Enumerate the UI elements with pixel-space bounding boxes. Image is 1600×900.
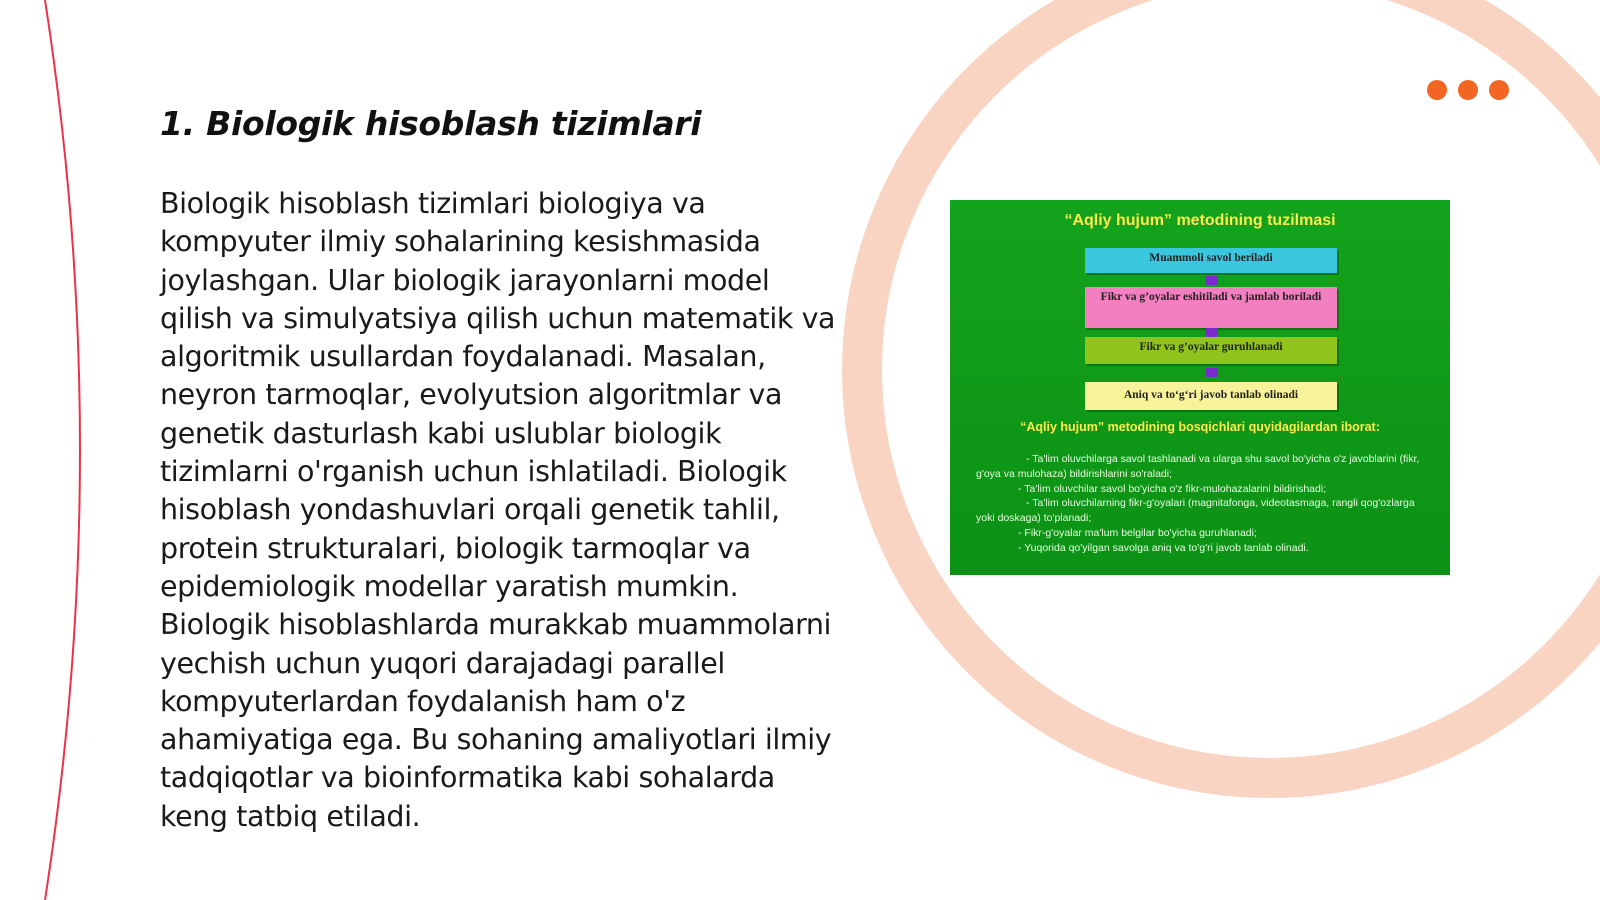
list-item: - Ta'lim oluvchilarga savol tashlanadi va ularga shu savol bo'yicha o'z javoblarini (fikr, g'oya va mulohaza) bildirishlarini so'raladi;	[976, 453, 1420, 480]
list-item: - Ta'lim oluvchilarning fikr-g'oyalari (magnitafonga, videotasmaga, rangli qog'ozlarga yoki doskaga) to'planadi;	[976, 497, 1415, 525]
diagram-subtitle: “Aqliy hujum” metodining bosqichlari quyidagilardan iborat:	[1020, 420, 1380, 434]
slide-body-text: Biologik hisoblash tizimlari biologiya va kompyuter ilmiy sohalarining kesishmasida joylashgan. Ular biologik jarayonlarni model qilish va simulyatsiya qilish uchun matematik va algoritmik usullardan foydalanadi. Masalan, neyron tarmoqlar, evolyutsion algoritmlar va genetik dasturlash kabi uslublar biologik tizimlarni o'rganish uchun ishlatiladi. Biologik hisoblash yondashuvlari orqali genetik tahlil, protein strukturalari, biologik tarmoqlar va epidemiologik modellar yaratish mumkin. Biologik hisoblashlarda murakkab muammolarni yechish uchun yuqori darajadagi parallel kompyuterlardan foydalanish ham o'z ahamiyatiga ega. Bu sohaning amaliyotlari ilmiy tadqiqotlar va bioinformatika kabi sohalarda keng tatbiq etiladi.	[160, 187, 836, 833]
brainstorm-diagram-image	[950, 200, 1450, 575]
diagram-step-1: Muammoli savol beriladi	[1085, 248, 1337, 273]
list-item: - Yuqorida qo'yilgan savolga aniq va to'g'ri javob tanlab olinadi.	[1018, 541, 1309, 554]
diagram-step-list	[976, 452, 1436, 556]
left-edge-line	[45, 0, 80, 900]
list-item: - Fikr-g'oyalar ma'lum belgilar bo'yicha guruhlanadi;	[1018, 526, 1257, 539]
down-arrow-icon	[1206, 276, 1218, 285]
down-arrow-icon	[1206, 328, 1218, 337]
dot-1	[1427, 80, 1447, 100]
diagram-step-3: Fikr va g’oyalar guruhlanadi	[1085, 337, 1337, 364]
diagram-step-4: Aniq va to‘g‘ri javob tanlab olinadi	[1085, 382, 1337, 410]
slide-title: 1. Biologik hisoblash tizimlari	[160, 104, 702, 143]
down-arrow-icon	[1206, 368, 1218, 377]
diagram-step-2: Fikr va g’oyalar eshitiladi va jamlab boriladi	[1085, 287, 1337, 328]
list-item: - Ta'lim oluvchilar savol bo'yicha o'z fikr-mulohazalarini bildirishadi;	[1018, 482, 1327, 495]
more-dots-icon	[1427, 80, 1509, 100]
dot-3	[1489, 80, 1509, 100]
diagram-title: “Aqliy hujum” metodining tuzilmasi	[1064, 212, 1336, 229]
dot-2	[1458, 80, 1478, 100]
